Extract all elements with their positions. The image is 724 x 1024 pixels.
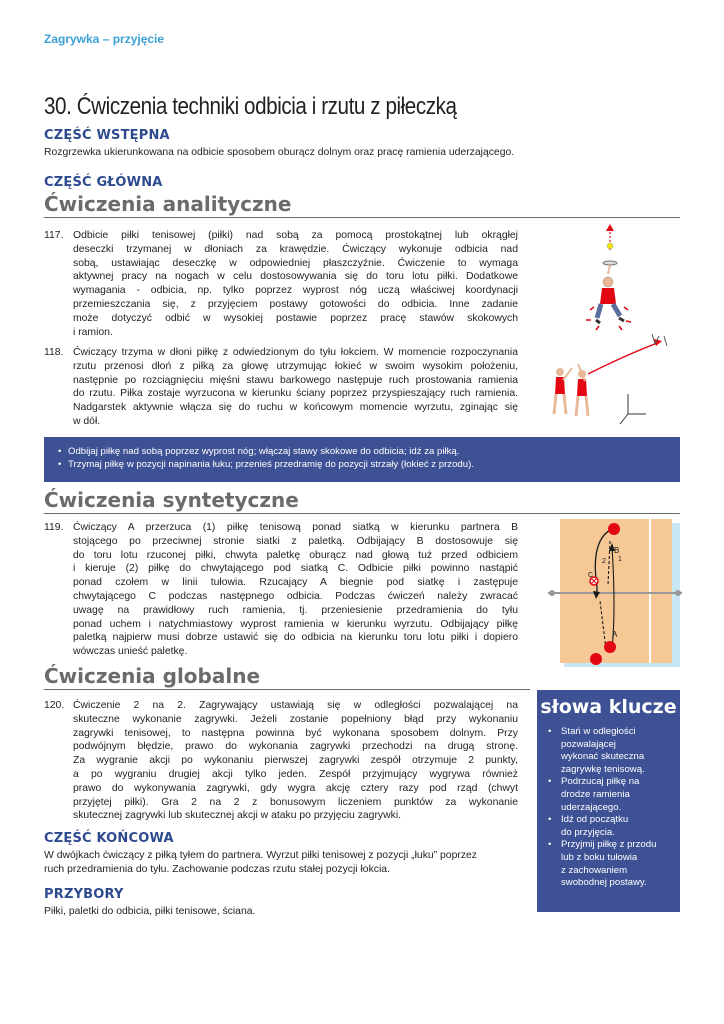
tips-box [44, 437, 680, 482]
keyword-line: z zachowaniem [561, 864, 628, 876]
text-line: wówczas unieść paletkę. [73, 646, 188, 658]
text-line: w dół. [73, 415, 101, 427]
thrower-figure-1 [554, 368, 572, 414]
section-divider [44, 217, 680, 218]
text-line: Ćwiczenie 2 na 2. Zagrywający ustawiają się w odległości pozwalającej na [73, 700, 518, 711]
keyword-item [547, 814, 675, 839]
keyword-line: pozwalającej [561, 738, 616, 750]
keyword-line: wykonać skuteczna [561, 751, 645, 763]
board-bounce-illustration [576, 224, 646, 334]
exercise-number: 120. [44, 700, 65, 711]
text-line: ponad uchem i natychmiastowy wyprost ramienia w kierunku wyrzutu. Odbijający piłkę [73, 618, 518, 630]
text-line: sobą, ustawiając deseczkę w odpowiedniej płaszczyźnie. Ćwiczenie to wymaga [73, 257, 518, 269]
player-marker-a [604, 641, 616, 653]
label-path-2: 2 [602, 558, 606, 565]
exercise-number: 119. [44, 522, 64, 533]
label-player-c: C [588, 572, 594, 579]
keyword-line: drodze ramienia [561, 788, 630, 800]
keyword-line: • Idź od początku [561, 814, 629, 826]
text-line: ponad czołem w linii tułowia. Rzucający A biegnie pod siatkę i zastępuje [73, 577, 518, 589]
equipment-heading: PRZYBORY [44, 887, 124, 902]
keyword-line: zagrywkę tenisową. [561, 763, 645, 775]
text-line: W dwójkach ćwiczący z piłką tyłem do partnera. Wyrzut piłki tenisowej z pozycji „łuku” poprzez [44, 850, 477, 861]
text-line: paletką najpierw musi dobrze ustawić się do odbicia na kierunku toru lotu piłki i dopiero [73, 632, 518, 644]
text-line: Nadgarstek aktywnie włącza się do ruchu w końcowym momencie wyrzutu, zginając się [73, 402, 518, 414]
keyword-item [547, 776, 675, 814]
synthetic-heading: Ćwiczenia syntetyczne [44, 488, 299, 512]
keywords-title: słowa klucze [540, 696, 677, 718]
text-line: podwójnym błędzie, prawo do wykonania zagrywki przechodzi na drugą stronę. [73, 741, 518, 753]
text-line: Odbicie piłki tenisowej (piłki) nad sobą za pomocą prostokątnej lub okrągłej [73, 230, 518, 241]
court-diagram [548, 519, 682, 671]
court-surface [560, 519, 672, 663]
text-line: uwagę na prawidłowy ruch ramienia, tj. przeniesienie przedramienia do tyłu [73, 604, 518, 616]
text-line: i kieruje (2) piłkę do chwytającego pod siatką C. Odbicie piłki powinno nastąpić [73, 563, 518, 575]
text-line: chwytającego C podczas następnego odbicia. Podczas ćwiczeń należy zwracać [73, 590, 518, 602]
tip-item: • Odbijaj piłkę nad sobą poprzez wyprost nóg; włączaj stawy skokowe do odbicia; idź za piłką. [58, 446, 670, 459]
text-line: deseczki trzymanej w dłoniach za krawędzie. Ćwiczący wykonuje odbicia nad [73, 243, 518, 255]
label-player-b: B [614, 546, 620, 555]
text-line: ruch przedramienia do tyłu. Zachowanie podczas rzutu stałej pozycji łokcia. [44, 863, 390, 875]
running-head: Zagrywka – przyjęcie [44, 32, 165, 46]
text-line: prawo do wykonywania zagrywki, gdy wygra akcję cztery razy pod rząd (chwyt [73, 782, 518, 794]
text-line: skuteczne wykonanie zagrywki. Jeżeli zostanie popełniony błąd przy wykonaniu [73, 713, 518, 725]
text-line: może dotyczyć odbić w wysokiej postawie poprzez pracę stawów skokowych [73, 312, 518, 324]
exercise-number: 117. [44, 230, 64, 241]
thrower-figure-2 [576, 364, 588, 416]
text-line: przyjętej piłki). Gra 2 na 2 z bonusowym liczeniem punktów za wykonanie [73, 796, 518, 808]
keyword-line: • Podrzucaj piłkę na [561, 776, 640, 788]
label-path-1: 1 [618, 556, 622, 563]
keyword-line: • Stań w odległości [561, 726, 636, 737]
label-player-a: A [612, 630, 618, 639]
player-marker [608, 523, 620, 535]
text-line: wymagania - odbicia, np. tylko poprzez wyprost nóg uczą właściwej koordynacji [73, 285, 518, 297]
text-line: Ćwiczący A przerzuca (1) piłkę tenisową ponad siatką w kierunku partnera B [73, 522, 518, 533]
player-marker [590, 653, 602, 665]
text-line: aktywnej pracy na nogach w celu dostosowywania się do toru lotu piłki. Dodatkowe [73, 271, 518, 283]
intro-text: Rozgrzewka ukierunkowana na odbicie sposobem oburącz dolnym oraz pracę ramienia uderzającego. [44, 147, 515, 158]
keyword-line: swobodnej postawy. [561, 877, 647, 889]
keyword-line: • Przyjmij piłkę z przodu [561, 839, 657, 851]
final-heading: CZĘŚĆ KOŃCOWA [44, 831, 174, 846]
main-heading: CZĘŚĆ GŁÓWNA [44, 175, 163, 190]
text-line: przemieszczania się, z przyjęciem postawy gotowości do odbicia. Inne zadanie [73, 298, 518, 310]
keyword-line: lub z boku tułowia [561, 851, 638, 863]
text-line: i ramion. [73, 326, 113, 338]
keywords-box [537, 690, 680, 912]
keyword-item [547, 839, 675, 889]
global-heading: Ćwiczenia globalne [44, 664, 261, 688]
exercise-number: 118. [44, 347, 64, 358]
keyword-line: uderzającego. [561, 801, 622, 813]
text-line: skutecznej zagrywki lub skutecznej akcji w ataku po przyjęciu zagrywki. [73, 810, 402, 822]
analytic-heading: Ćwiczenia analityczne [44, 192, 292, 216]
text-line: do rzutu. Piłka zostaje wyrzucona w kierunku ściany poprzez przyspieszający ruch ramienia. [73, 388, 518, 400]
throw-sequence-illustration [548, 324, 680, 432]
text-line: Za wygranie akcji po wykonaniu pierwszej zagrywki zespół otrzymuje 2 punkty, [73, 755, 518, 767]
intro-heading: CZĘŚĆ WSTĘPNA [44, 128, 170, 143]
text-line: do toru lotu rzuconej piłki, chwyta paletkę oburącz nad głową tuż przed odbiciem [73, 549, 518, 561]
tip-item: • Trzymaj piłkę w pozycji napinania łuku; przenieś przedramię do pozycji strzały (łokieć z przodu). [58, 459, 670, 472]
final-text [44, 849, 518, 876]
text-line: Ćwiczący trzyma w dłoni piłkę z odwiedzionym do tyłu łokciem. W momencie rozpoczynania [73, 347, 518, 358]
text-line: rzutu przenosi dłoń z piłką za głowę utrzymując łokieć w swoim wysokim położeniu, [73, 360, 518, 372]
section-divider [44, 513, 680, 514]
equipment-text: Piłki, paletki do odbicia, piłki tenisowe, ściana. [44, 906, 256, 917]
text-line: stojącego po przeciwnej stronie siatki z paletką. Odbijający B dostosowuje się [73, 535, 518, 547]
keyword-line: do przyjęcia. [561, 826, 615, 838]
keyword-item [547, 726, 675, 776]
text-line: następnie po rozciągnięciu mięśni stawu barkowego następuje ruch prostowania ramienia [73, 374, 518, 386]
text-line: zagrywki tenisowej, to następna powinna być wykonana sposobem dolnym. Przy [73, 727, 518, 739]
section-divider [44, 689, 530, 690]
text-line: a po wygraniu drugiej akcji tylko jeden. Zespół przyjmujący wygrywa również [73, 768, 518, 780]
page-title: 30. Ćwiczenia techniki odbicia i rzutu z piłeczką [44, 93, 457, 120]
